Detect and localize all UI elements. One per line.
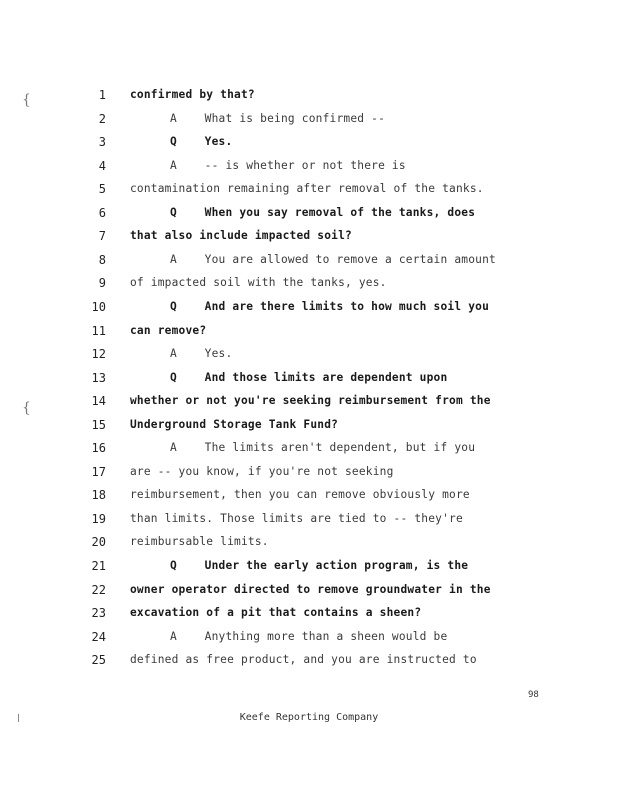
line-number: 25 xyxy=(91,653,106,668)
question-text: Q Yes. xyxy=(170,135,233,149)
transcript-line xyxy=(0,438,618,458)
line-number: 8 xyxy=(98,252,106,267)
question-text: owner operator directed to remove groundwater in the xyxy=(130,582,491,596)
answer-text: are -- you know, if you're not seeking xyxy=(130,464,394,478)
transcript-line xyxy=(0,391,618,411)
line-number: 16 xyxy=(91,441,106,456)
line-number: 10 xyxy=(91,299,106,314)
footer-reporting-company: Keefe Reporting Company xyxy=(239,712,379,723)
transcript-line xyxy=(0,321,618,341)
transcript-line xyxy=(0,226,618,246)
answer-text: A Anything more than a sheen would be xyxy=(170,629,448,643)
answer-text: A -- is whether or not there is xyxy=(170,158,406,172)
transcript-line xyxy=(0,179,618,199)
answer-text: contamination remaining after removal of the tanks. xyxy=(130,182,484,196)
answer-text: A What is being confirmed -- xyxy=(170,111,385,125)
question-text: confirmed by that? xyxy=(130,88,255,101)
transcript-line xyxy=(0,462,618,482)
answer-text: of impacted soil with the tanks, yes. xyxy=(130,276,387,290)
answer-text: A You are allowed to remove a certain amount xyxy=(170,252,496,266)
line-number: 14 xyxy=(91,394,106,409)
margin-binding-mark: { xyxy=(22,92,31,108)
transcript-line xyxy=(0,532,618,552)
line-number: 7 xyxy=(98,229,106,244)
line-number: 24 xyxy=(91,629,106,644)
line-number: 9 xyxy=(98,276,106,291)
line-number: 21 xyxy=(91,559,106,573)
transcript-line xyxy=(0,273,618,293)
line-number: 5 xyxy=(98,182,106,197)
transcript-line xyxy=(0,485,618,505)
question-text: excavation of a pit that contains a sheen? xyxy=(130,606,422,620)
question-text: whether or not you're seeking reimbursement from the xyxy=(130,394,491,408)
transcript-line xyxy=(0,603,618,623)
transcript-line xyxy=(0,368,618,388)
transcript-line xyxy=(0,344,618,364)
answer-text: A Yes. xyxy=(170,347,233,361)
line-number: 19 xyxy=(91,511,106,526)
question-text: Q Under the early action program, is the xyxy=(170,559,469,572)
line-number: 3 xyxy=(98,135,106,150)
line-number: 18 xyxy=(91,488,106,503)
transcript-line xyxy=(0,415,618,435)
transcript-line xyxy=(0,297,618,317)
question-text: Q And are there limits to how much soil you xyxy=(170,299,490,313)
line-number: 20 xyxy=(91,535,106,550)
question-text: Q When you say removal of the tanks, does xyxy=(170,205,476,219)
transcript-line xyxy=(0,132,618,152)
transcript-line xyxy=(0,250,618,270)
line-number: 4 xyxy=(98,158,106,173)
answer-text: reimbursable limits. xyxy=(130,535,269,549)
answer-text: reimbursement, then you can remove obviously more xyxy=(130,488,470,502)
transcript-line xyxy=(0,85,618,105)
transcript-line xyxy=(0,203,618,223)
line-number: 1 xyxy=(98,88,106,102)
transcript-line xyxy=(0,509,618,529)
transcript-line xyxy=(0,556,618,576)
transcript-line xyxy=(0,650,618,670)
question-text: Q And those limits are dependent upon xyxy=(170,370,448,384)
transcript-line xyxy=(0,156,618,176)
line-number: 6 xyxy=(98,205,106,220)
transcript-line xyxy=(0,109,618,129)
transcript-line xyxy=(0,580,618,600)
question-text: that also include impacted soil? xyxy=(130,229,352,243)
line-number: 17 xyxy=(91,464,106,479)
line-number: 12 xyxy=(91,347,106,362)
question-text: can remove? xyxy=(130,323,207,337)
line-number: 2 xyxy=(98,111,106,126)
line-number: 22 xyxy=(91,582,106,597)
line-number: 23 xyxy=(91,606,106,621)
page-number: 98 xyxy=(528,690,539,700)
line-number: 15 xyxy=(91,417,106,432)
answer-text: A The limits aren't dependent, but if you xyxy=(170,441,476,455)
margin-binding-mark: { xyxy=(22,400,31,416)
line-number: 11 xyxy=(91,323,106,338)
question-text: Underground Storage Tank Fund? xyxy=(130,417,339,431)
line-number: 13 xyxy=(91,370,106,385)
transcript-line xyxy=(0,627,618,647)
answer-text: than limits. Those limits are tied to -- they're xyxy=(130,511,463,525)
answer-text: defined as free product, and you are instructed to xyxy=(130,653,477,667)
